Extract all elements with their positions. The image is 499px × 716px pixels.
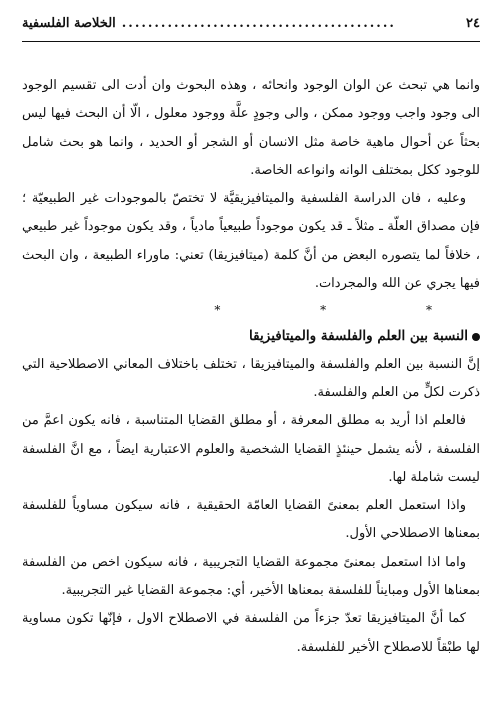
paragraph: إنَّ النسبة بين العلم والفلسفة والميتافيزيقا ، تختلف باختلاف المعاني الاصطلاحية التي ذكرت لكلٍّ من العلم والفلسفة.: [22, 356, 480, 400]
paragraph: واذا استعمل العلم بمعنىً القضايا العامّة الحقيقية ، فانه سيكون مساوياً للفلسفة بمعناها الاصطلاحي الأول.: [22, 498, 480, 542]
paragraph: كما أنَّ الميتافيزيقا تعدّ جزءاً من الفلسفة في الاصطلاح الاول ، فإنّها تكون مساوية لها طبْقاً للاصطلاح الأخير للفلسفة.: [22, 611, 480, 655]
paragraph: وعليه ، فان الدراسة الفلسفية والميتافيزيقيَّة لا تختصّ بالموجودات غير الطبيعيّة ؛ فإن مصداق العلّة ـ مثلاً ـ قد يكون موجوداً طبيعياً مادياً ، وقد يكون موجوداً غير طبيعي ، خلافاً لما يتصوره البعض من أنَّ كلمة (ميتافيزيقا) تعني: ماوراء الطبيعة ، وان البحث فيها يجري عن الله والمجردات.: [22, 191, 480, 292]
page-header: [22, 16, 480, 42]
page-body: [22, 72, 480, 662]
paragraph: واما اذا استعمل بمعنىً مجموعة القضايا التجريبية ، فانه سيكون اخص من الفلسفة بمعناها الأول ومبايناً للفلسفة بمعناها الأخير، أي: مجموعة القضايا غير التجريبية.: [22, 554, 480, 599]
document-page: [22, 16, 480, 662]
section-separator: * * *: [214, 303, 480, 318]
page-number: ٢٤: [466, 16, 480, 31]
bullet-icon: [472, 333, 480, 341]
running-title: الخلاصة الفلسفية: [22, 16, 116, 31]
paragraph: فالعلم اذا أريد به مطلق المعرفة ، أو مطلق القضايا المتناسبة ، فانه يكون اعمَّ من الفلسفة ، لأنه يشمل حينئذٍ القضايا الشخصية والعلوم الاعتبارية ايضاً ، مع انَّ الفلسفة ليست شاملة لها.: [22, 413, 480, 485]
section-heading: [22, 322, 480, 350]
header-dot-leader: ..........................................: [121, 16, 396, 31]
section-heading-text: النسبة بين العلم والفلسفة والميتافيزيقا: [249, 328, 468, 345]
paragraph: وانما هي تبحث عن الوان الوجود وانحائه ، وهذه البحوث وان أدت الى تقسيم الوجود الى وجود واجب ووجود ممكن ، والى وجودٍ علَّة ووجود معلول ، الّا أن البحث فيها ليس بحثاً عن أحوال ماهية خاصة مثل الانسان أو الشجر أو الحديد ، وانما هو بحث شامل للوجود ككل بمختلف الوانه وانواعه الخاصة.: [22, 78, 480, 178]
